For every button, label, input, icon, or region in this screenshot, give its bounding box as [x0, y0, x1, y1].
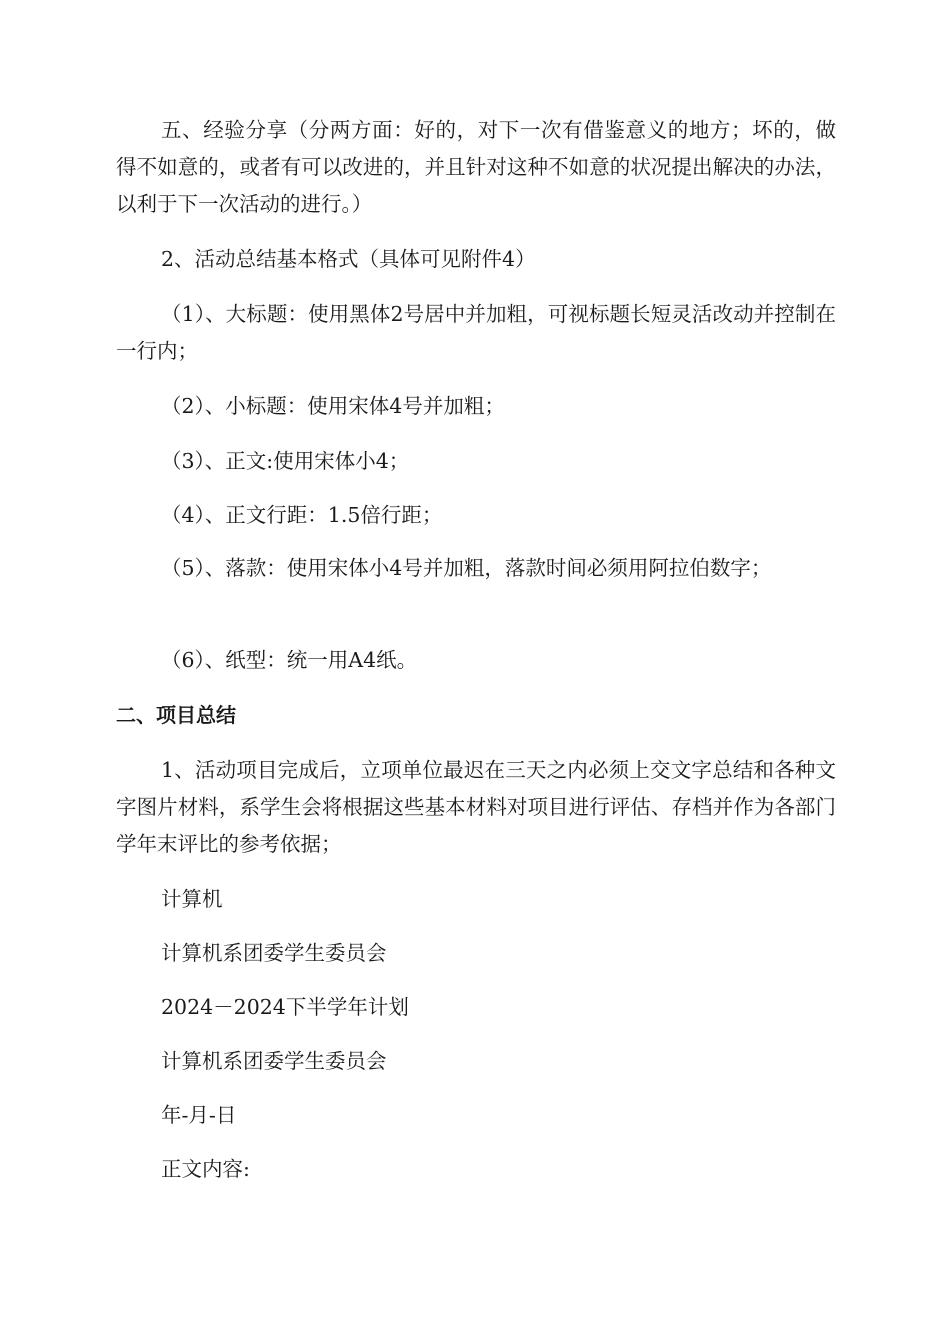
line-date: 年-月-日: [161, 1103, 237, 1127]
paragraph-experience-sharing: 五、经验分享（分两方面：好的，对下一次有借鉴意义的地方；坏的，做得不如意的，或者有可以改进的，并且针对这种不如意的状况提出解决的办法，以利于下一次活动的进行。）: [116, 118, 836, 216]
line-committee-2: 计算机系团委学生委员会: [161, 1049, 387, 1073]
paragraph-summary-format: 2、活动总结基本格式（具体可见附件4）: [161, 247, 536, 271]
paragraph-format-title: （1）、大标题：使用黑体2号居中并加粗，可视标题长短灵活改动并控制在一行内；: [116, 302, 836, 363]
line-computer: 计算机: [161, 887, 223, 911]
paragraph-format-signature: （5）、落款：使用宋体小4号并加粗，落款时间必须用阿拉伯数字；: [161, 556, 772, 580]
line-body-content: 正文内容:: [161, 1157, 250, 1181]
paragraph-format-body: （3）、正文:使用宋体小4；: [161, 449, 410, 473]
section-heading-project-summary: 二、项目总结: [116, 703, 236, 727]
paragraph-format-line-spacing: （4）、正文行距：1.5倍行距；: [161, 503, 443, 527]
line-plan-title: 2024－2024下半学年计划: [161, 995, 409, 1019]
paragraph-format-subtitle: （2）、小标题：使用宋体4号并加粗；: [161, 394, 505, 418]
paragraph-project-completion: 1、活动项目完成后，立项单位最迟在三天之内必须上交文字总结和各种文字图片材料，系学生会将根据这些基本材料对项目进行评估、存档并作为各部门学年末评比的参考依据；: [116, 758, 836, 856]
line-committee-1: 计算机系团委学生委员会: [161, 941, 387, 965]
paragraph-format-paper: （6）、纸型：统一用A4纸。: [161, 648, 418, 672]
